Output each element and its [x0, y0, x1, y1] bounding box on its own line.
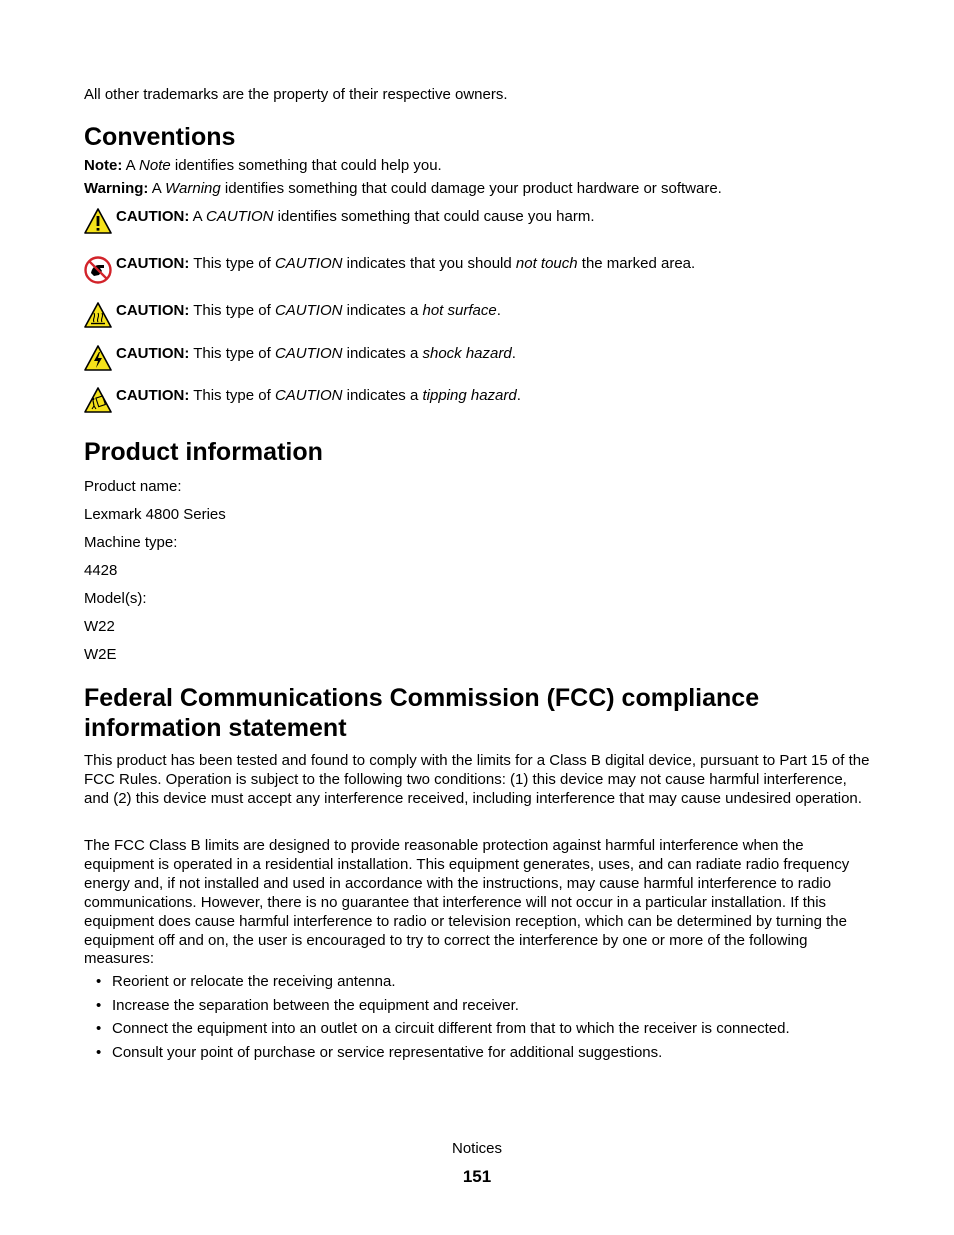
hot-surface-icon — [84, 301, 112, 329]
warning-line — [84, 179, 722, 198]
tipping-hazard-icon — [84, 386, 112, 414]
list-item: • Increase the separation between the equipment and receiver. — [84, 996, 790, 1015]
caution-post: . — [516, 387, 521, 404]
note-line — [84, 156, 442, 175]
footer-section-label: Notices — [451, 1140, 503, 1157]
caution-text — [116, 207, 595, 226]
machine-type-label: Machine type: — [84, 534, 178, 551]
caution-label: CAUTION: — [116, 387, 190, 404]
product-name-value: Lexmark 4800 Series — [84, 506, 226, 523]
conventions-heading: Conventions — [84, 123, 236, 151]
caution-do-not-touch — [84, 254, 695, 284]
model-value: W22 — [84, 618, 115, 635]
caution-general — [84, 207, 595, 235]
caution-label: CAUTION: — [116, 302, 190, 319]
note-term: Note — [139, 157, 171, 174]
measures-list — [84, 972, 790, 1067]
caution-term: CAUTION — [274, 345, 343, 362]
caution-emph: hot surface — [422, 302, 497, 319]
caution-term: CAUTION — [274, 302, 343, 319]
caution-mid: indicates a — [342, 302, 423, 319]
caution-text — [116, 386, 521, 405]
caution-post: . — [496, 302, 501, 319]
caution-pre: This type of — [189, 387, 275, 404]
caution-post: the marked area. — [577, 255, 696, 272]
product-name-label: Product name: — [84, 478, 182, 495]
caution-label: CAUTION: — [116, 345, 190, 362]
caution-label: CAUTION: — [116, 208, 190, 225]
model-value: W2E — [84, 646, 117, 663]
caution-label: CAUTION: — [116, 255, 190, 272]
caution-hot-surface — [84, 301, 501, 329]
caution-post: . — [511, 345, 516, 362]
caution-pre: This type of — [189, 345, 275, 362]
warning-triangle-icon — [84, 207, 112, 235]
caution-text — [116, 254, 695, 273]
note-pre: A — [122, 157, 140, 174]
machine-type-value: 4428 — [84, 562, 118, 579]
list-item: • Connect the equipment into an outlet on a circuit different from that to which the receiver is connected. — [84, 1019, 790, 1038]
product-info-heading: Product information — [84, 438, 323, 466]
caution-tipping-hazard — [84, 386, 521, 414]
list-item: • Consult your point of purchase or service representative for additional suggestions. — [84, 1043, 790, 1062]
warning-term: Warning — [165, 180, 221, 197]
caution-emph: tipping hazard — [422, 387, 517, 404]
fcc-heading-line: Federal Communications Commission (FCC) compliance — [84, 684, 760, 712]
fcc-paragraph-1: This product has been tested and found to comply with the limits for a Class B digital device, pursuant to Part 15 of the FCC Rules. Operation is subject to the following two conditions: (1) this device may not cause harmful interference, and (2) this device must accept any interference received, including interference that may cause undesired operation. — [84, 752, 870, 807]
caution-mid: indicates a — [342, 345, 423, 362]
fcc-paragraph-2: The FCC Class B limits are designed to provide reasonable protection against harmful interference when the equipment is operated in a residential installation. This equipment generates, uses, and can radiate radio frequency energy and, if not installed and used in accordance with the instructions, may cause harmful interference to radio communications. However, there is no guarantee that interference will not occur in a particular installation. If this equipment does cause harmful interference to radio or television reception, which can be determined by turning the equipment off and on, the user is encouraged to try to correct the interference by one or more of the following measures: — [84, 837, 850, 968]
caution-mid: indicates a — [342, 387, 423, 404]
caution-emph: not touch — [515, 255, 578, 272]
fcc-heading — [84, 683, 759, 743]
note-post: identifies something that could help you. — [170, 157, 442, 174]
list-item: • Reorient or relocate the receiving antenna. — [84, 972, 790, 991]
page-number: 151 — [462, 1167, 492, 1186]
caution-shock-hazard — [84, 344, 516, 372]
models-label: Model(s): — [84, 590, 147, 607]
warning-pre: A — [148, 180, 166, 197]
caution-text — [116, 301, 501, 320]
fcc-heading-line: information statement — [84, 714, 347, 742]
caution-mid: identifies something that could cause you harm. — [273, 208, 595, 225]
caution-pre: A — [189, 208, 207, 225]
caution-term: CAUTION — [274, 387, 343, 404]
shock-hazard-icon — [84, 344, 112, 372]
caution-term: CAUTION — [206, 208, 274, 225]
caution-mid: indicates that you should — [342, 255, 516, 272]
warning-post: identifies something that could damage your product hardware or software. — [220, 180, 722, 197]
caution-emph: shock hazard — [422, 345, 512, 362]
caution-text — [116, 344, 516, 363]
caution-term: CAUTION — [274, 255, 343, 272]
do-not-touch-icon — [84, 256, 112, 284]
caution-pre: This type of — [189, 302, 275, 319]
note-label: Note: — [84, 157, 123, 174]
warning-label: Warning: — [84, 180, 149, 197]
trademarks-line: All other trademarks are the property of their respective owners. — [84, 86, 508, 103]
caution-pre: This type of — [189, 255, 275, 272]
